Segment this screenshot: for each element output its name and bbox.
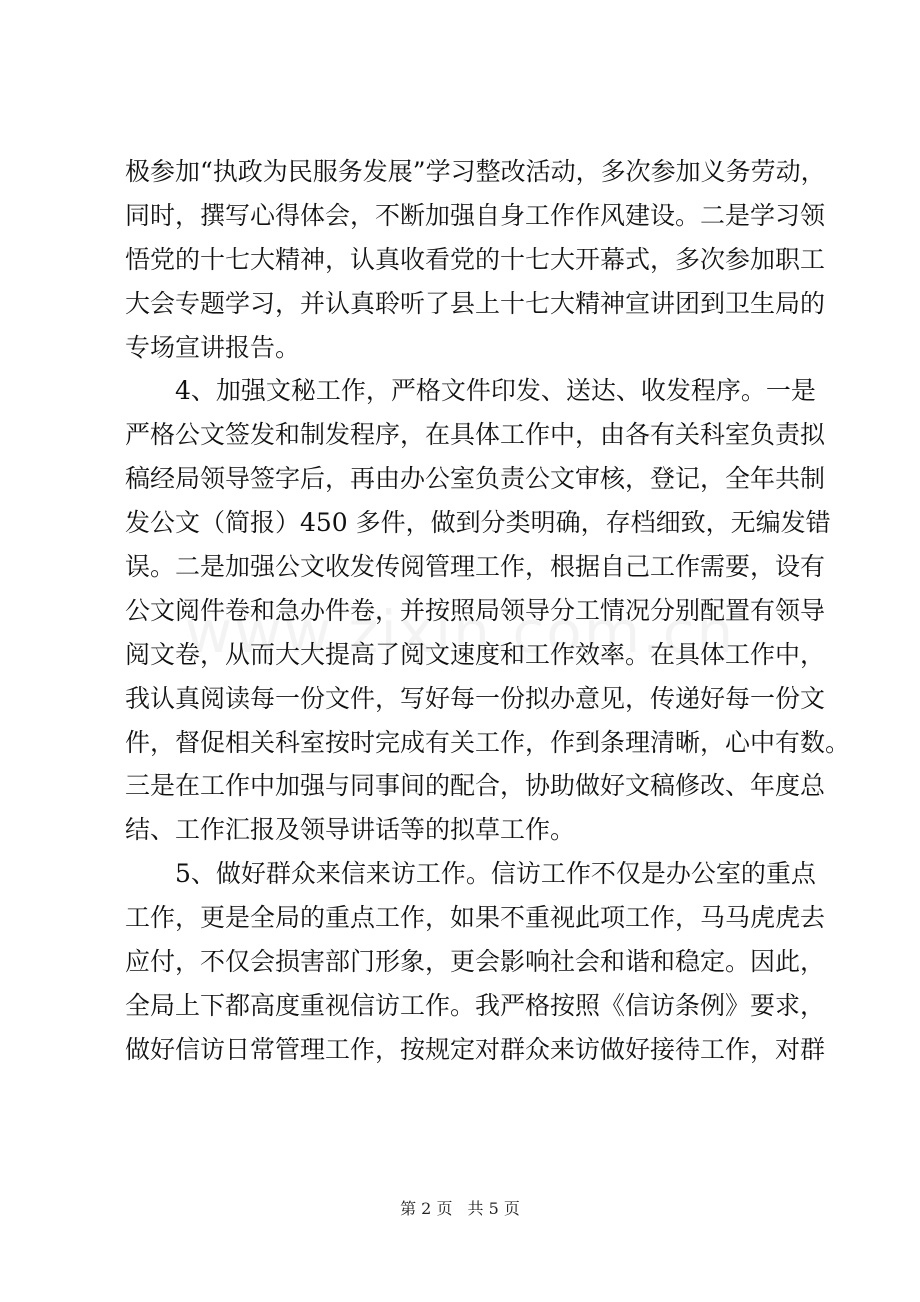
text-line: 专场宣讲报告。 bbox=[125, 332, 301, 362]
document-body bbox=[125, 150, 851, 1072]
text-line: 全局上下都高度重视信访工作。我严格按照《信访条例》要求， bbox=[125, 990, 826, 1020]
text-line: 结、工作汇报及领导讲话等的拟草工作。 bbox=[125, 815, 576, 845]
text-line: 阅文卷，从而大大提高了阅文速度和工作效率。在具体工作中， bbox=[125, 639, 826, 669]
text-line: 稿经局领导签字后，再由办公室负责公文审核，登记，全年共制 bbox=[125, 464, 826, 494]
text-line: 大会专题学习，并认真聆听了县上十七大精神宣讲团到卫生局的 bbox=[125, 288, 826, 318]
text-line: 三是在工作中加强与同事间的配合，协助做好文稿修改、年度总 bbox=[125, 771, 826, 801]
text-line: 极参加“执政为民服务发展”学习整改活动，多次参加义务劳动， bbox=[125, 157, 826, 186]
text-line: 应付，不仅会损害部门形象，更会影响社会和谐和稳定。因此， bbox=[125, 947, 826, 977]
text-line: 件，督促相关科室按时完成有关工作，作到条理清晰，心中有数。 bbox=[125, 727, 851, 757]
text-line: 同时，撰写心得体会，不断加强自身工作作风建设。二是学习领 bbox=[125, 200, 826, 230]
page-number-current: 第 2 页 bbox=[400, 1199, 453, 1218]
text-line: 悟党的十七大精神，认真收看党的十七大开幕式，多次参加职工 bbox=[125, 244, 826, 274]
text-line: 我认真阅读每一份文件，写好每一份拟办意见，传递好每一份文 bbox=[125, 683, 826, 713]
text-line: 严格公文签发和制发程序，在具体工作中，由各有关科室负责拟 bbox=[125, 420, 826, 450]
text-line: 工作，更是全局的重点工作，如果不重视此项工作，马马虎虎去 bbox=[125, 903, 826, 933]
page-footer bbox=[0, 1196, 920, 1219]
text-line: 发公文（简报）450 多件，做到分类明确，存档细致，无编发错 bbox=[125, 508, 831, 538]
text-line: 公文阅件卷和急办件卷，并按照局领导分工情况分别配置有领导 bbox=[125, 595, 826, 625]
text-line: 4、加强文秘工作，严格文件印发、送达、收发程序。一是 bbox=[175, 376, 816, 406]
text-line: 误。二是加强公文收发传阅管理工作，根据自己工作需要，设有 bbox=[125, 552, 826, 582]
text-line: 做好信访日常管理工作，按规定对群众来访做好接待工作，对群 bbox=[125, 1034, 826, 1064]
page-number-total: 共 5 页 bbox=[467, 1199, 520, 1218]
text-line: 5、做好群众来信来访工作。信访工作不仅是办公室的重点 bbox=[175, 859, 816, 889]
